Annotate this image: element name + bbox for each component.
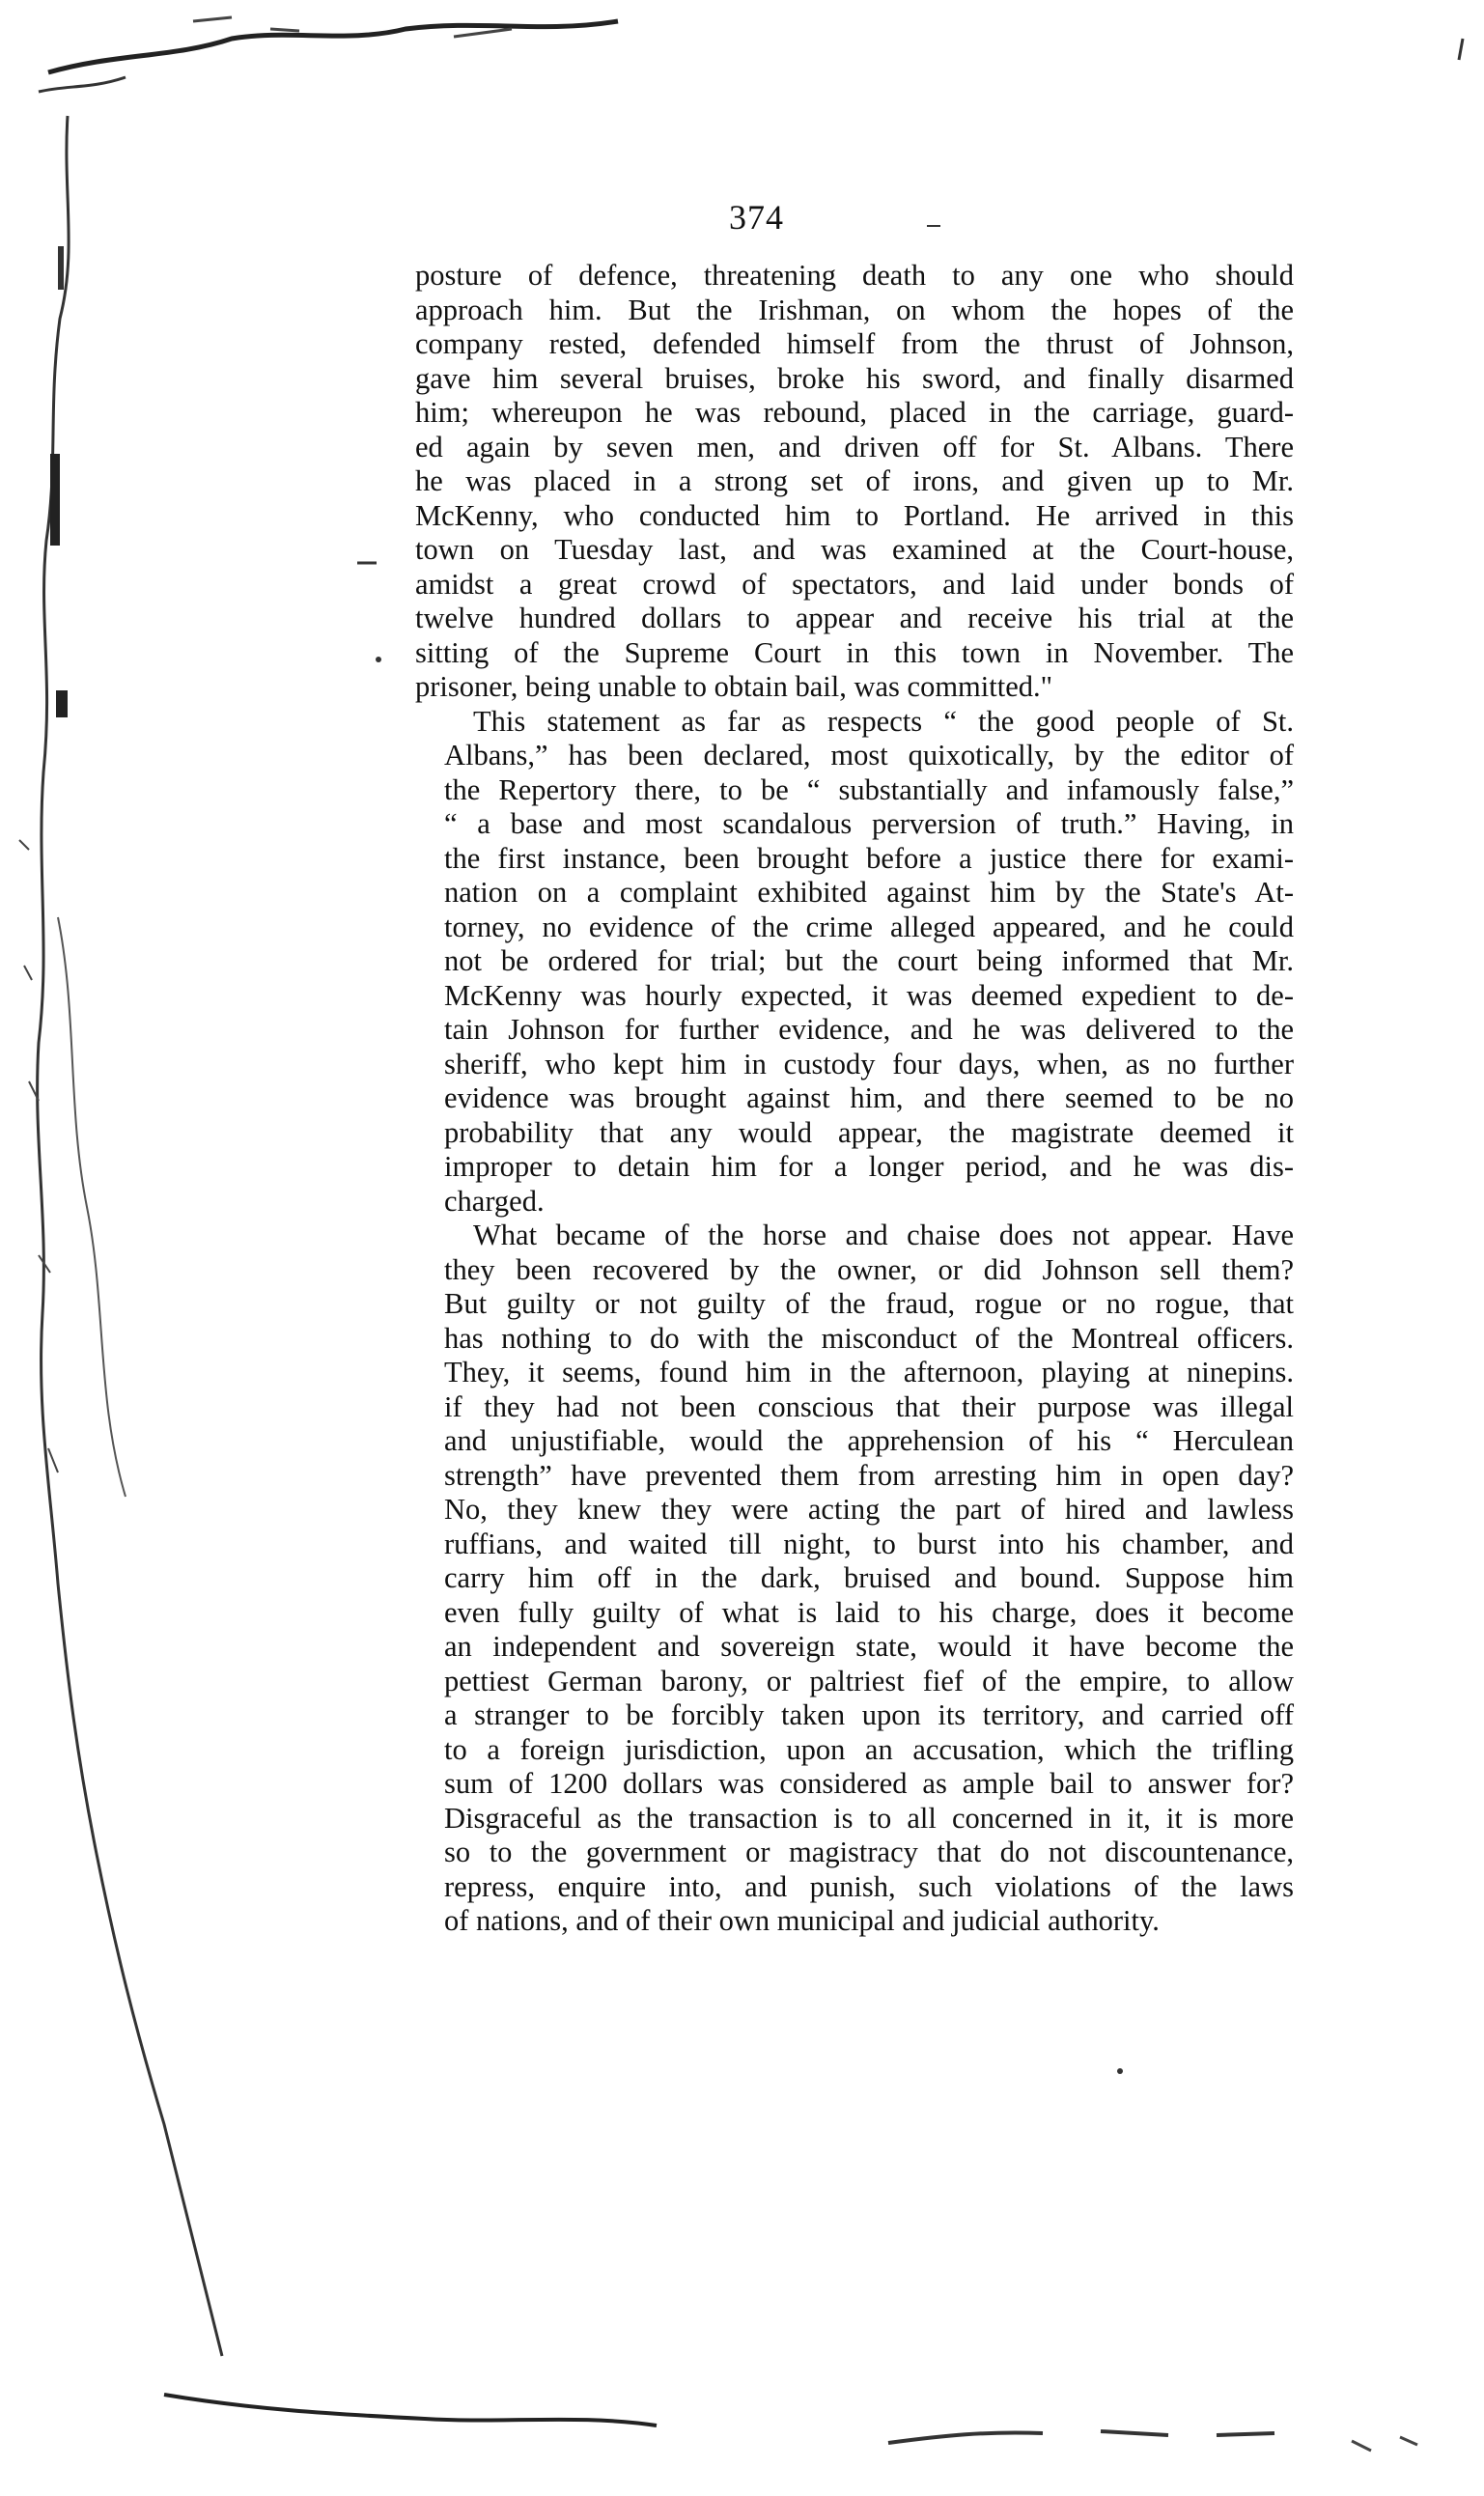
text-line: twelve hundred dollars to appear and receive his trial at the — [415, 602, 1294, 634]
text-line: charged. — [444, 1184, 545, 1218]
text-line: improper to detain him for a longer period, and he was dis- — [444, 1150, 1294, 1183]
text-line: pettiest German barony, or paltriest fief of the empire, to allow — [444, 1664, 1294, 1697]
paragraph-1 — [415, 259, 1294, 705]
text-line: McKenny, who conducted him to Portland. He arrived in this — [415, 498, 1294, 532]
text-line: ed again by seven men, and driven off for St. Albans. There — [415, 430, 1294, 463]
text-line: repress, enquire into, and punish, such violations of the laws — [444, 1869, 1294, 1903]
text-line: sheriff, who kept him in custody four days, when, as no further — [444, 1047, 1294, 1080]
text-line: prisoner, being unable to obtain bail, was committed." — [415, 670, 1053, 703]
text-line: to a foreign jurisdiction, upon an accusation, which the trifling — [444, 1732, 1294, 1766]
text-line: and unjustifiable, would the apprehension of his “ Herculean — [444, 1424, 1294, 1457]
text-line: has nothing to do with the misconduct of the Montreal officers. — [444, 1321, 1294, 1355]
text-line: a stranger to be forcibly taken upon its territory, and carried off — [444, 1698, 1294, 1731]
text-line: they been recovered by the owner, or did Johnson sell them? — [444, 1252, 1294, 1286]
paragraph-3 — [415, 1219, 1294, 1939]
text-line: company rested, defended himself from the thrust of Johnson, — [415, 327, 1294, 360]
text-line: posture of defence, threatening death to any one who should — [415, 259, 1294, 292]
text-line: McKenny was hourly expected, it was deemed expedient to de- — [444, 978, 1294, 1012]
text-line: him; whereupon he was rebound, placed in the carriage, guard- — [415, 396, 1294, 429]
text-line: of nations, and of their own municipal and judicial authority. — [444, 1904, 1160, 1937]
text-line: But guilty or not guilty of the fraud, rogue or no rogue, that — [444, 1287, 1294, 1320]
text-line: amidst a great crowd of spectators, and laid under bonds of — [415, 567, 1294, 601]
page-number: 374 — [729, 198, 784, 237]
text-line: Disgraceful as the transaction is to all concerned in it, it is more — [444, 1801, 1294, 1835]
text-line: tain Johnson for further evidence, and he was delivered to the — [444, 1013, 1294, 1046]
text-line: sitting of the Supreme Court in this town in November. The — [415, 635, 1294, 669]
text-line: town on Tuesday last, and was examined at the Court-house, — [415, 533, 1294, 566]
text-line: so to the government or magistracy that do not discountenance, — [444, 1836, 1294, 1868]
text-line: This statement as far as respects “ the good people of St. — [473, 704, 1294, 738]
text-line: if they had not been conscious that their purpose was illegal — [444, 1389, 1294, 1423]
text-line: torney, no evidence of the crime alleged appeared, and he could — [444, 910, 1294, 943]
text-line: No, they knew they were acting the part of hired and lawless — [444, 1493, 1294, 1526]
text-line: ruffians, and waited till night, to burst into his chamber, and — [444, 1527, 1294, 1560]
text-line: evidence was brought against him, and there seemed to be no — [444, 1081, 1294, 1114]
text-line: the first instance, been brought before a justice there for exami- — [444, 841, 1294, 875]
text-line: even fully guilty of what is laid to his charge, does it become — [444, 1595, 1294, 1629]
text-line: probability that any would appear, the magistrate deemed it — [444, 1115, 1294, 1149]
text-line: strength” have prevented them from arresting him in open day? — [444, 1458, 1294, 1492]
text-line: “ a base and most scandalous perversion of truth.” Having, in — [444, 807, 1294, 840]
text-line: sum of 1200 dollars was considered as ample bail to answer for? — [444, 1767, 1294, 1800]
text-line: approach him. But the Irishman, on whom the hopes of the — [415, 293, 1294, 326]
text-line: nation on a complaint exhibited against him by the State's At- — [444, 876, 1294, 909]
text-line: he was placed in a strong set of irons, and given up to Mr. — [415, 464, 1294, 497]
text-line: What became of the horse and chaise does not appear. Have — [473, 1219, 1294, 1251]
body-text — [415, 259, 1294, 1939]
text-line: Albans,” has been declared, most quixotically, by the editor of — [444, 739, 1294, 771]
text-line: gave him several bruises, broke his sword, and finally disarmed — [415, 361, 1294, 395]
text-line: not be ordered for trial; but the court being informed that Mr. — [444, 944, 1294, 977]
text-line: an independent and sovereign state, would it have become the — [444, 1630, 1294, 1663]
text-line: They, it seems, found him in the afternoon, playing at ninepins. — [444, 1356, 1294, 1388]
text-line: carry him off in the dark, bruised and bound. Suppose him — [444, 1561, 1294, 1594]
text-line: the Repertory there, to be “ substantially and infamously false,” — [444, 772, 1294, 806]
paragraph-2 — [415, 705, 1294, 1220]
